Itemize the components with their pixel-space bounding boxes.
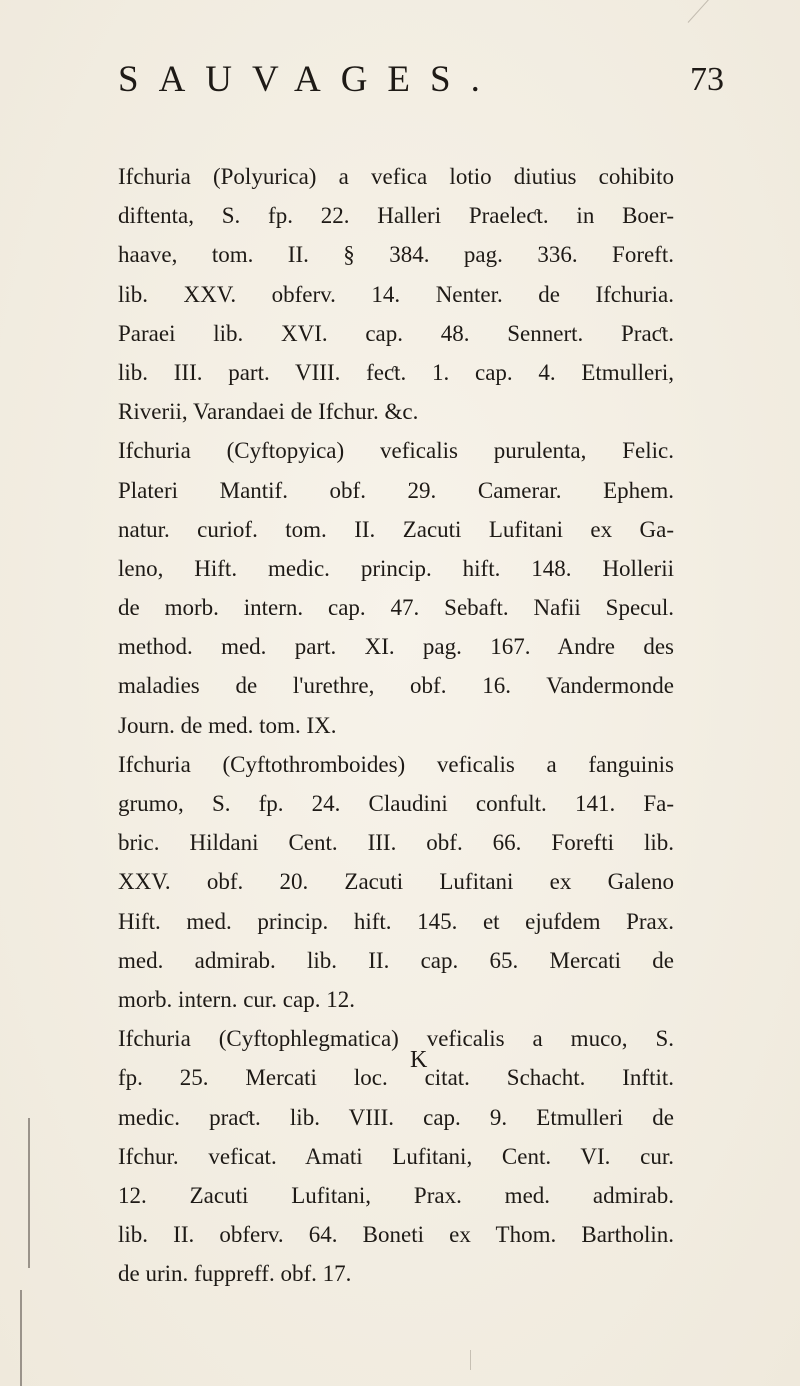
text-line: natur. curiof. tom. II. Zacuti Lufitani ex Ga-: [118, 516, 674, 542]
margin-rule-mark: [28, 1118, 30, 1268]
text-line: med. admirab. lib. II. cap. 65. Mercati de: [118, 947, 674, 973]
text-line: haave, tom. II. § 384. pag. 336. Foreft.: [118, 242, 674, 268]
text-line: de morb. intern. cap. 47. Sebaft. Nafii Specul.: [118, 595, 674, 621]
text-line: Ifchuria (Polyurica) a vefica lotio diutius cohibito: [118, 164, 674, 189]
text-line: Ifchuria (Cyftophlegmatica) veficalis a muco, S.: [118, 1026, 674, 1052]
text-line: Hift. med. princip. hift. 145. et ejufdem Prax.: [118, 908, 674, 934]
text-line: grumo, S. fp. 24. Claudini confult. 141. Fa-: [118, 791, 674, 816]
text-line: XXV. obf. 20. Zacuti Lufitani ex Galeno: [118, 869, 674, 895]
text-line: bric. Hildani Cent. III. obf. 66. Forefti lib.: [118, 830, 674, 856]
text-line: diftenta, S. fp. 22. Halleri Praeleƈt. in Boer-: [118, 203, 674, 229]
page-header: [118, 58, 724, 101]
text-line: medic. praƈt. lib. VIII. cap. 9. Etmulleri de: [118, 1104, 674, 1130]
text-line: leno, Hift. medic. princip. hift. 148. Hollerii: [118, 555, 674, 581]
running-title: SAUVAGES.: [118, 59, 500, 100]
text-line: morb. intern. cur. cap. 12.: [118, 986, 355, 1012]
text-line: lib. III. part. VIII. feƈt. 1. cap. 4. Etmulleri,: [118, 359, 674, 385]
text-line: Ifchuria (Cyftothromboides) veficalis a fanguinis: [118, 751, 674, 777]
text-line: Paraei lib. XVI. cap. 48. Sennert. Praƈt.: [118, 320, 674, 346]
text-line: 12. Zacuti Lufitani, Prax. med. admirab.: [118, 1182, 674, 1208]
text-line: lib. XXV. obferv. 14. Nenter. de Ifchuria.: [118, 281, 674, 307]
page-number: 73: [690, 61, 724, 98]
text-line: lib. II. obferv. 64. Boneti ex Thom. Bartholin.: [118, 1222, 674, 1248]
text-line: Ifchur. veficat. Amati Lufitani, Cent. VI. cur.: [118, 1143, 674, 1169]
catchword: K: [410, 1047, 428, 1073]
text-line: Journ. de med. tom. IX.: [118, 712, 337, 738]
margin-rule-mark: [20, 1290, 22, 1386]
text-line: Riverii, Varandaei de Ifchur. &c.: [118, 399, 419, 425]
body-text: [118, 157, 674, 1293]
paper-crease-mark: [688, 0, 729, 23]
text-line: method. med. part. XI. pag. 167. Andre des: [118, 634, 674, 660]
bleed-through-mark: [470, 1350, 471, 1370]
text-line: de urin. fuppreff. obf. 17.: [118, 1261, 352, 1287]
text-line: Plateri Mantif. obf. 29. Camerar. Ephem.: [118, 477, 674, 503]
text-line: maladies de l'urethre, obf. 16. Vandermonde: [118, 673, 674, 699]
text-line: Ifchuria (Cyftopyica) veficalis purulenta, Felic.: [118, 438, 674, 464]
text-line: fp. 25. Mercati loc. citat. Schacht. Inftit.: [118, 1065, 674, 1091]
